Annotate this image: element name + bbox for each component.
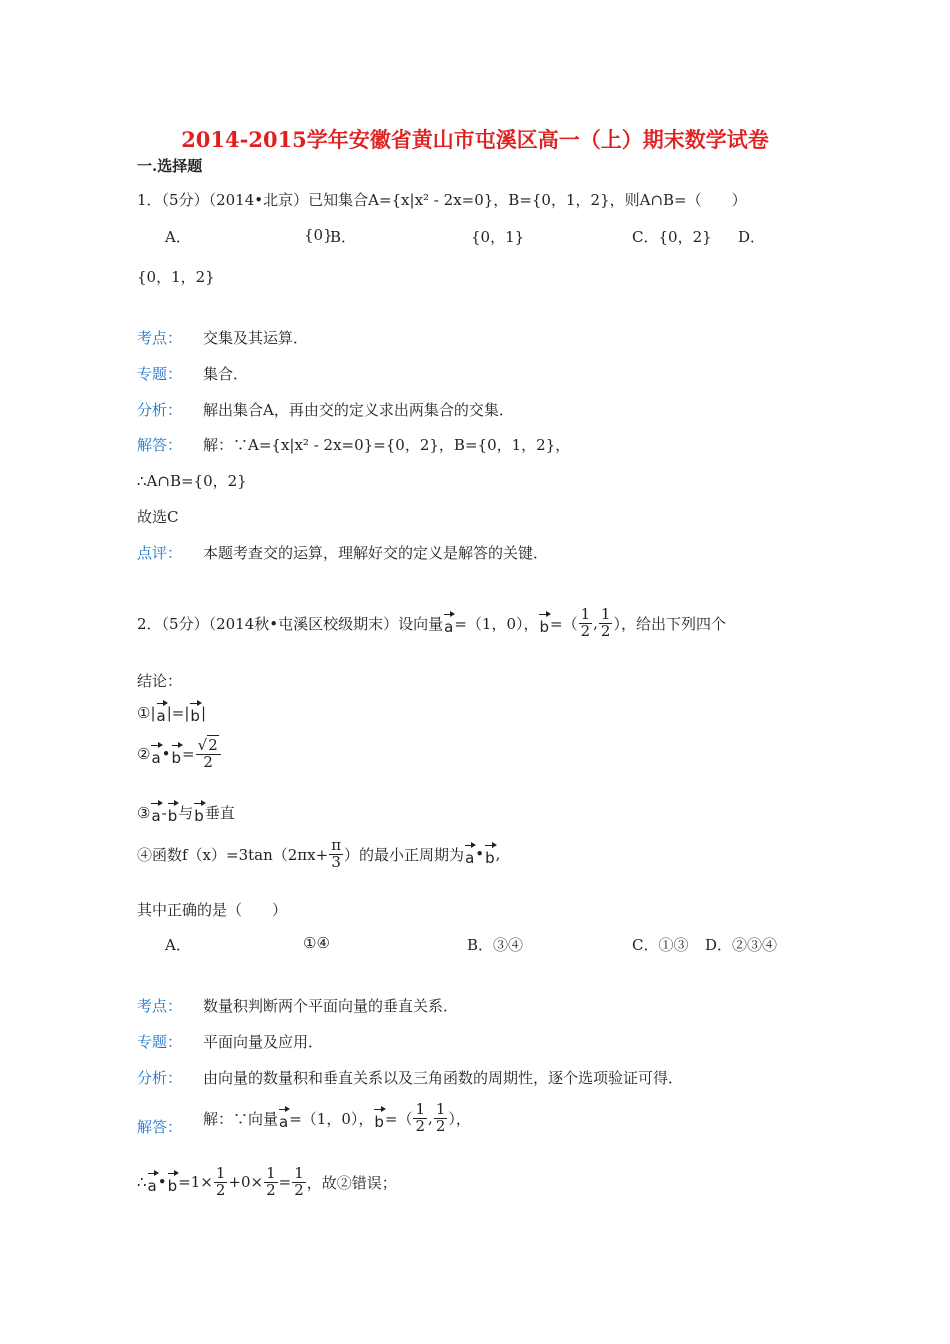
q2-option-c: C．①③ — [632, 936, 689, 954]
jieda-prefix: 解：∵向量 — [203, 1109, 279, 1128]
c1-mid: |=| — [166, 703, 190, 722]
q2-option-a-value: ①④ — [303, 934, 330, 952]
q2-kaodian: 数量积判断两个平面向量的垂直关系． — [203, 997, 459, 1015]
calc-part1: =1× — [178, 1173, 213, 1192]
fraction-denominator: 2 — [294, 1180, 304, 1199]
q1-solution-line2: ∴A∩B={0，2} — [137, 472, 247, 490]
fraction-denominator: 2 — [266, 1180, 276, 1199]
fraction-numerator: 1 — [266, 1164, 276, 1182]
q1-option-b-value: {0，1} — [471, 228, 525, 246]
vector-b: b — [374, 1106, 384, 1131]
q1-kaodian-label: 考点： — [137, 329, 183, 347]
c1-suffix: | — [200, 703, 206, 722]
pi-symbol: π — [331, 836, 342, 854]
q2-stem-suffix: ），给出下列四个 — [613, 614, 726, 633]
q1-fenxi: 解出集合A，再由交的定义求出两集合的交集． — [203, 401, 514, 419]
q1-option-b-label: B． — [330, 228, 357, 246]
q1-solution-line3: 故选C — [137, 508, 179, 526]
q2-conclusion-1 — [137, 700, 206, 725]
q2-option-a-label: A． — [165, 936, 191, 954]
vector-b: b — [172, 742, 182, 767]
fraction-numerator: 1 — [580, 605, 591, 623]
calc-conclusion: ，故②错误； — [306, 1173, 397, 1192]
fraction-half — [599, 607, 613, 640]
minus-operator: - — [161, 803, 167, 822]
vector-a: a — [151, 742, 160, 767]
vector-a: a — [148, 1170, 157, 1195]
q2-zhuanti-label: 专题： — [137, 1033, 183, 1051]
fraction-denominator: 3 — [331, 852, 341, 871]
q2-jieda: 解：∵向量 a =（1，0）， b =（ $\frac{1}{2}$ , $\frac{1}{2}$ ）， — [203, 1100, 471, 1135]
comma: , — [428, 1109, 433, 1128]
fraction-half — [434, 1102, 448, 1135]
sqrt-radicand: 2 — [208, 736, 218, 754]
fraction-denominator: 2 — [600, 621, 611, 640]
q2-ask: 其中正确的是（ ） — [137, 901, 288, 919]
q2-option-b: B．③④ — [467, 936, 524, 954]
q1-option-d-label: D． — [738, 228, 766, 246]
c1-prefix: ①| — [137, 703, 156, 722]
q2-zhuanti: 平面向量及应用． — [203, 1033, 324, 1051]
q2-stem-continued: 结论： — [137, 672, 183, 690]
fraction-half — [264, 1166, 278, 1199]
q1-stem: 1．（5分）（2014•北京）已知集合A={x|x² - 2x=0}，B={0，1，2}，则A∩B=（ ） — [137, 191, 747, 209]
therefore-symbol: ∴ — [137, 1173, 147, 1192]
calc-part3: = — [278, 1173, 292, 1192]
c4-prefix: ④函数f（x）=3tan（2πx+ — [137, 845, 329, 864]
fraction-numerator: 1 — [600, 605, 611, 623]
fraction-half — [413, 1102, 427, 1135]
vector-a: a — [151, 800, 160, 825]
vector-b: b — [485, 842, 495, 867]
q2-a-value: =（1，0）， — [289, 1109, 374, 1128]
q1-zhuanti-label: 专题： — [137, 365, 183, 383]
vector-b: b — [168, 1170, 178, 1195]
vector-b: b — [194, 800, 204, 825]
c3-prefix: ③ — [137, 803, 151, 822]
q1-dianping-label: 点评： — [137, 544, 183, 562]
q2-fenxi: 由向量的数量积和垂直关系以及三角函数的周期性，逐个选项验证可得． — [203, 1069, 684, 1087]
fraction-pi-over-3 — [329, 838, 343, 871]
q1-zhuanti: 集合． — [203, 365, 249, 383]
fraction-denominator: 2 — [203, 752, 213, 771]
q2-a-value: =（1，0）， — [454, 614, 539, 633]
page-title: 2014-2015学年安徽省黄山市屯溪区高一（上）期末数学试卷 — [181, 127, 769, 152]
q2-conclusion-3 — [137, 800, 235, 825]
fraction-numerator: 1 — [215, 1164, 226, 1182]
dot-operator: • — [161, 745, 171, 764]
fraction-half — [214, 1166, 228, 1199]
fraction-numerator: 1 — [435, 1100, 446, 1118]
q1-option-a-label: A． — [165, 228, 191, 246]
q1-option-a-value: {0} — [304, 226, 333, 244]
vector-b: b — [539, 611, 549, 636]
q2-stem-prefix: 2．（5分）（2014秋•屯溪区校级期末）设向量 — [137, 614, 444, 633]
q1-fenxi-label: 分析： — [137, 401, 183, 419]
q1-jieda: 解：∵A={x|x² - 2x=0}={0，2}，B={0，1，2}， — [203, 436, 571, 454]
vector-a: a — [157, 700, 166, 725]
comma: , — [495, 845, 501, 864]
q2-fenxi-label: 分析： — [137, 1069, 183, 1087]
q2-jieda-label: 解答： — [137, 1118, 183, 1136]
q2-conclusion-4 — [137, 838, 500, 871]
fraction-numerator: 1 — [294, 1164, 304, 1182]
fraction-half — [579, 607, 593, 640]
c2-prefix: ② — [137, 745, 151, 764]
c3-mid: 与 — [178, 804, 194, 822]
sqrt-symbol: √ — [197, 736, 208, 754]
dot-operator: • — [157, 1173, 167, 1192]
vector-b: b — [168, 800, 178, 825]
q2-stem — [137, 607, 726, 640]
vector-b: b — [190, 700, 200, 725]
fraction-sqrt2-over-2 — [196, 738, 221, 771]
fraction-denominator: 2 — [580, 621, 591, 640]
comma: , — [593, 614, 598, 633]
fraction-denominator: 2 — [435, 1116, 446, 1135]
fraction-half — [292, 1166, 306, 1199]
q2-b-eq: =（ — [384, 1109, 413, 1128]
q1-jieda-label: 解答： — [137, 436, 183, 454]
vector-a: a — [465, 842, 474, 867]
q2-option-d: D．②③④ — [705, 936, 778, 954]
q1-option-d-value: {0，1，2} — [137, 268, 215, 286]
q2-conclusion-2 — [137, 738, 222, 771]
equals: = — [182, 745, 195, 764]
dot-operator: • — [475, 845, 485, 864]
q2-b-eq: =（ — [550, 614, 578, 633]
fraction-denominator: 2 — [415, 1116, 426, 1135]
q1-kaodian: 交集及其运算． — [203, 329, 309, 347]
calc-part2: +0× — [228, 1173, 264, 1192]
q1-dianping: 本题考查交的运算，理解好交的定义是解答的关键． — [203, 544, 549, 562]
q2-solution-line2 — [137, 1166, 397, 1199]
vector-a: a — [279, 1106, 288, 1131]
c3-suffix: 垂直 — [204, 804, 235, 822]
q1-option-c: C．{0，2} — [632, 228, 712, 246]
section-heading: 一.选择题 — [137, 157, 203, 175]
vector-a: a — [444, 611, 453, 636]
q2-kaodian-label: 考点： — [137, 997, 183, 1015]
fraction-numerator: 1 — [415, 1100, 426, 1118]
fraction-denominator: 2 — [215, 1180, 226, 1199]
c4-suffix: ）的最小正周期为 — [344, 845, 465, 864]
